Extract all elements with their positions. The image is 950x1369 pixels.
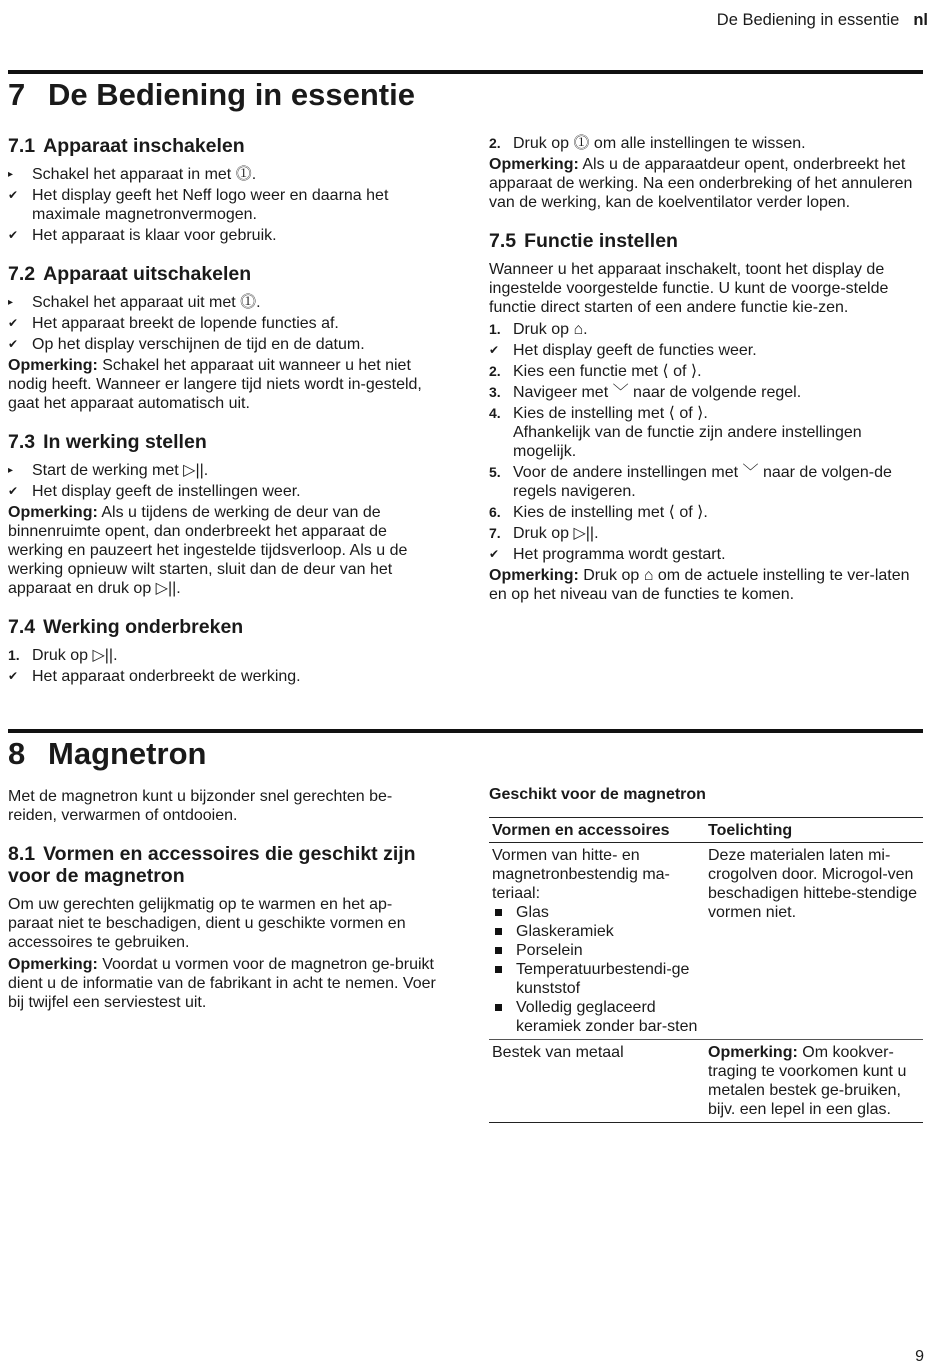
- chapter-number: 7: [8, 77, 26, 112]
- chevron-down-icon: ﹀: [612, 384, 629, 401]
- result-step: ✔ Het apparaat onderbreekt de werking.: [8, 668, 301, 685]
- numbered-step: 6. Kies de instelling met ⟨ of ⟩.: [489, 504, 708, 521]
- chapter-title: [8, 736, 206, 772]
- note: Opmerking: Voordat u vormen voor de magnetron ge-bruikt dient u de informatie van de fabrikant in acht te nemen. Voer bij twijfel een serviestest uit.: [8, 956, 436, 1011]
- note: Opmerking: Als u tijdens de werking de deur van de binnenruimte opent, dan onderbreekt het apparaat de werking en pauzeert het ingestelde tijdsverloop. Als u de werking opnieuw wilt starten, sluit dan de deur van het apparaat en druk op ▷||.: [8, 504, 408, 597]
- section-heading: 8.1 Vormen en accessoires die geschikt zijn voor de magnetron: [8, 843, 416, 887]
- section-7-4: [8, 616, 432, 686]
- section-7-5: [489, 230, 921, 604]
- section-8-1: [8, 843, 436, 1012]
- action-step: ▸ Schakel het apparaat in met ⓵.: [8, 166, 257, 183]
- material-list: [492, 903, 702, 1036]
- step-list: [8, 646, 432, 686]
- result-step: ✔ Het programma wordt gestart.: [489, 546, 726, 563]
- step-list: [489, 320, 921, 564]
- right-column: [489, 134, 921, 622]
- numbered-step: 5. Voor de andere instellingen met ﹀ naar de volgen-de regels navigeren.: [489, 464, 892, 500]
- column-header: Toelichting: [705, 818, 923, 843]
- check-icon: ✔: [8, 228, 19, 242]
- chapter-rule: [8, 70, 923, 74]
- check-icon: ✔: [8, 669, 19, 683]
- start-pause-icon: ▷||: [573, 525, 595, 542]
- table-row: [489, 843, 923, 1040]
- chevron-right-icon: ⟩: [697, 504, 704, 521]
- chapter-title: [8, 77, 415, 113]
- table-caption: Geschikt voor de magnetron: [489, 786, 706, 803]
- chapter-intro: Met de magnetron kunt u bijzonder snel gerechten be-reiden, verwarmen of ontdooien.: [8, 788, 393, 824]
- numbered-step: 4. Kies de instelling met ⟨ of ⟩. Afhankelijk van de functie zijn andere instellingen mogelijk.: [489, 405, 862, 460]
- section-7-2: [8, 263, 432, 413]
- check-icon: ✔: [8, 316, 19, 330]
- left-column: [8, 135, 432, 704]
- note: Opmerking: Schakel het apparaat uit wanneer u het niet nodig heeft. Wanneer er langere tijd niets wordt in-gesteld, gaat het apparaat automatisch uit.: [8, 357, 422, 412]
- action-arrow-icon: ▸: [8, 297, 14, 308]
- table-header-row: [489, 818, 923, 843]
- check-icon: ✔: [489, 343, 500, 357]
- section-heading: 7.2 Apparaat uitschakelen: [8, 263, 252, 285]
- column-header: Vormen en accessoires: [489, 818, 705, 843]
- section-heading: 7.3 In werking stellen: [8, 431, 207, 453]
- language-code: nl: [913, 11, 928, 29]
- note: Opmerking: Druk op ⌂ om de actuele instelling te ver-laten en op het niveau van de functies te komen.: [489, 567, 910, 603]
- home-icon: ⌂: [573, 321, 584, 338]
- action-arrow-icon: ▸: [8, 465, 14, 476]
- table-cell: Deze materialen laten mi-crogolven door. Microgol-ven beschadigen hittebe-stendige vormen niet.: [705, 843, 923, 1040]
- chapter-rule: [8, 729, 923, 733]
- action-arrow-icon: ▸: [8, 169, 14, 180]
- list-item: Porselein: [492, 941, 702, 960]
- list-item: Glas: [492, 903, 702, 922]
- chevron-left-icon: ⟨: [662, 363, 669, 380]
- numbered-step: 7. Druk op ▷||.: [489, 525, 599, 542]
- power-icon: ⓵: [235, 166, 252, 183]
- step-list: [8, 293, 432, 354]
- step-list: [8, 165, 432, 245]
- left-column: [8, 787, 436, 1015]
- list-item: Temperatuurbestendi-ge kunststof: [492, 960, 702, 998]
- list-item: Glaskeramiek: [492, 922, 702, 941]
- chevron-left-icon: ⟨: [668, 405, 675, 422]
- section-text: Om uw gerechten gelijkmatig op te warmen en het ap-paraat niet te beschadigen, dient u geschikte vormen en accessoires te gebruiken.: [8, 896, 406, 951]
- list-item: Volledig geglaceerd keramiek zonder bar-sten: [492, 998, 702, 1036]
- numbered-step: 1. Druk op ▷||.: [8, 647, 118, 664]
- result-step: ✔ Het display geeft de instellingen weer.: [8, 483, 301, 500]
- section-heading: 7.5 Functie instellen: [489, 230, 678, 252]
- chevron-left-icon: ⟨: [668, 504, 675, 521]
- microwave-table: [489, 817, 923, 1123]
- start-pause-icon: ▷||: [92, 647, 114, 664]
- result-step: ✔ Het display geeft de functies weer.: [489, 342, 757, 359]
- chevron-down-icon: ﹀: [742, 464, 759, 481]
- table-cell: Vormen van hitte- en magnetronbestendig ma-teriaal: Glas Glaskeramiek Porselein Temperatuurbestendi-ge kunststof Volledig geglaceerd keramiek zonder bar-sten: [489, 843, 705, 1040]
- section-intro: Wanneer u het apparaat inschakelt, toont het display de ingestelde voorgestelde functie. U kunt de voorge-stelde functie direct starten of een andere functie kie-zen.: [489, 261, 889, 316]
- numbered-step: 2. Kies een functie met ⟨ of ⟩.: [489, 363, 702, 380]
- chapter-number: 8: [8, 736, 26, 771]
- action-step: ▸ Schakel het apparaat uit met ⓵.: [8, 294, 261, 311]
- check-icon: ✔: [8, 484, 19, 498]
- home-icon: ⌂: [643, 567, 654, 584]
- power-icon: ⓵: [573, 135, 590, 152]
- result-step: ✔ Het apparaat breekt de lopende functies af.: [8, 315, 339, 332]
- section-heading: 7.1 Apparaat inschakelen: [8, 135, 245, 157]
- note: Opmerking: Als u de apparaatdeur opent, onderbreekt het apparaat de werking. Na een onderbreking of het annuleren van de werking, kan de koelventilator verder lopen.: [489, 156, 913, 211]
- check-icon: ✔: [8, 188, 19, 202]
- table-cell: Opmerking: Om kookver-traging te voorkomen kunt u metalen bestek ge-bruiken, bijv. een lepel in een glas.: [705, 1040, 923, 1123]
- chevron-right-icon: ⟩: [697, 405, 704, 422]
- start-pause-icon: ▷||: [183, 462, 204, 479]
- table-cell: Bestek van metaal: [489, 1040, 705, 1123]
- result-step: ✔ Het apparaat is klaar voor gebruik.: [8, 227, 277, 244]
- step-list: [8, 461, 432, 501]
- check-icon: ✔: [489, 547, 500, 561]
- numbered-step: 1. Druk op ⌂.: [489, 321, 588, 338]
- numbered-step: 3. Navigeer met ﹀ naar de volgende regel.: [489, 384, 802, 401]
- section-7-3: [8, 431, 432, 598]
- section-7-1: [8, 135, 432, 245]
- check-icon: ✔: [8, 337, 19, 351]
- chapter-title-text: Magnetron: [48, 736, 207, 771]
- action-step: ▸ Start de werking met ▷||.: [8, 462, 209, 479]
- table-row: [489, 1040, 923, 1123]
- start-pause-icon: ▷||: [155, 580, 177, 597]
- result-step: ✔ Op het display verschijnen de tijd en de datum.: [8, 336, 365, 353]
- result-step: ✔ Het display geeft het Neff logo weer en daarna het maximale magnetronvermogen.: [8, 187, 389, 223]
- section-heading: 7.4 Werking onderbreken: [8, 616, 244, 638]
- table-block: [489, 786, 923, 1123]
- page-number: 9: [915, 1348, 924, 1365]
- chevron-right-icon: ⟩: [690, 363, 698, 380]
- chapter-title-text: De Bediening in essentie: [48, 77, 415, 112]
- step-list: [489, 134, 921, 153]
- running-title: De Bediening in essentie: [716, 11, 900, 29]
- power-icon: ⓵: [240, 294, 257, 311]
- numbered-step: 2. Druk op ⓵ om alle instellingen te wissen.: [489, 135, 806, 152]
- running-header: [717, 11, 928, 30]
